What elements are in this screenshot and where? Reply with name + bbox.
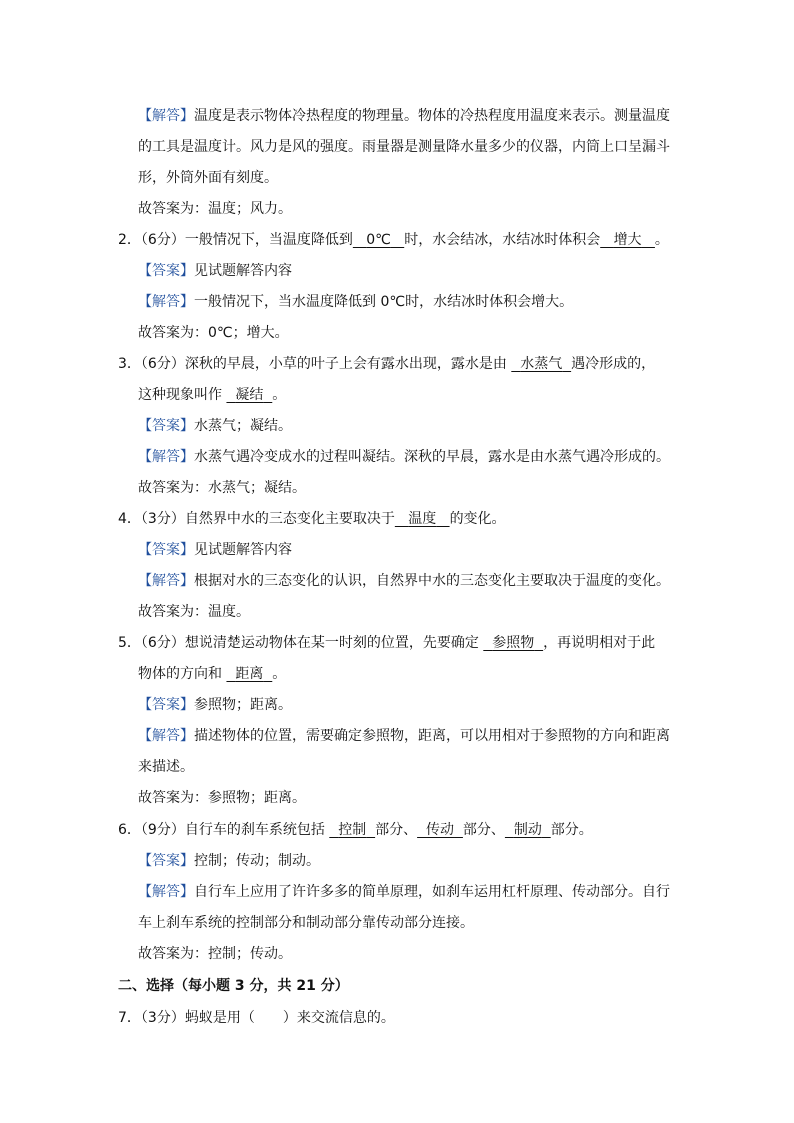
- q6-answer-c: 制动。: [278, 853, 320, 869]
- q5-blank-2-text: 距离: [235, 666, 264, 682]
- q3-answer-b: 凝结。: [250, 418, 292, 434]
- q6-answer-b: 传动: [236, 853, 264, 869]
- q5-text-2: ，再说明相对于此: [543, 635, 656, 651]
- q3-text-4: 。: [272, 387, 287, 403]
- q3-blank-1-text: 水蒸气: [520, 356, 563, 372]
- q1-final-answer: 故答案为：温度；风力。: [138, 201, 292, 217]
- q2-number: 2．: [118, 232, 141, 248]
- q6-text-3: 部分、: [462, 822, 505, 838]
- q4-jieda: [138, 571, 670, 591]
- daan-label: 【答案】: [138, 542, 194, 558]
- q7-score: （3分）: [140, 1010, 185, 1026]
- q5-stem-line-2: [138, 664, 286, 684]
- q6-jieda-text: 自行车上应用了许许多多的简单原理，如刹车运用杠杆原理、传动部分。自行: [194, 884, 670, 900]
- q6-jieda-line-2: 车上刹车系统的控制部分和制动部分靠传动部分连接。: [138, 915, 474, 931]
- section-heading: 二、选择（每小题 3 分，共 21 分）: [118, 978, 349, 994]
- q2-stem: [118, 230, 669, 250]
- q4-number: 4．: [118, 511, 141, 527]
- q6-blank-1-text: 控制: [338, 822, 367, 838]
- q4-answer: [138, 540, 292, 560]
- q7-stem: [118, 1008, 395, 1028]
- q4-blank-1: [395, 511, 450, 527]
- jieda-label: 【解答】: [138, 573, 194, 589]
- q3-blank-2-text: 凝结: [235, 387, 264, 403]
- q5-blank-2: [226, 666, 272, 682]
- jieda-label: 【解答】: [138, 108, 194, 124]
- q3-answer: [138, 416, 292, 436]
- q3-text-3: 这种现象叫作: [138, 387, 222, 403]
- q2-text-1: 一般情况下，当温度降低到: [184, 232, 353, 248]
- q4-final-answer: 故答案为：温度。: [138, 604, 250, 620]
- q6-number: 6．: [118, 822, 141, 838]
- q6-blank-2-text: 传动: [426, 822, 455, 838]
- q4-jieda-text: 根据对水的三态变化的认识，自然界中水的三态变化主要取决于温度的变化。: [194, 573, 670, 589]
- q5-answer-b: 距离。: [250, 697, 292, 713]
- q5-text-3: 物体的方向和: [138, 666, 222, 682]
- q5-text-4: 。: [272, 666, 287, 682]
- q3-blank-2: [226, 387, 272, 403]
- q4-answer-text: 见试题解答内容: [194, 542, 292, 558]
- daan-label: 【答案】: [138, 418, 194, 434]
- q3-stem-line-2: [138, 385, 286, 405]
- q7-text-1: 蚂蚁是用（: [184, 1010, 255, 1026]
- jieda-label: 【解答】: [138, 728, 194, 744]
- q4-score: （3分）: [140, 511, 185, 527]
- q5-jieda-text: 描述物体的位置，需要确定参照物，距离，可以用相对于参照物的方向和距离: [194, 728, 670, 744]
- q6-text-2: 部分、: [375, 822, 418, 838]
- q7-blank: [255, 1010, 283, 1026]
- jieda-label: 【解答】: [138, 884, 194, 900]
- q5-answer: [138, 695, 292, 715]
- q3-text-2: 遇冷形成的，: [571, 356, 656, 372]
- q7-number: 7．: [118, 1010, 141, 1026]
- q5-jieda-line-1: [138, 726, 670, 746]
- separator: ；: [222, 853, 236, 869]
- q2-jieda-text: 一般情况下，当水温度降低到 0℃时，水结冰时体积会增大。: [194, 294, 574, 310]
- q3-stem-line-1: [118, 354, 655, 374]
- q5-score: （6分）: [140, 635, 185, 651]
- separator: ；: [236, 697, 250, 713]
- q6-blank-3: [505, 822, 551, 838]
- separator: ；: [264, 853, 278, 869]
- daan-label: 【答案】: [138, 697, 194, 713]
- q2-text-2: 时，水会结冰，水结冰时体积会: [404, 232, 601, 248]
- q2-blank-1: [353, 232, 404, 248]
- separator: ；: [236, 418, 250, 434]
- q5-blank-1: [483, 635, 543, 651]
- q1-jieda-line-3: 形，外筒外面有刻度。: [138, 170, 278, 186]
- q2-blank-1-text: 0℃: [366, 232, 391, 248]
- q5-jieda-line-2: 来描述。: [138, 759, 194, 775]
- q6-jieda-line-1: [138, 882, 670, 902]
- q3-score: （6分）: [140, 356, 185, 372]
- q6-blank-1: [329, 822, 375, 838]
- q7-text-2: ）来交流信息的。: [282, 1010, 395, 1026]
- q3-jieda: [138, 447, 670, 467]
- q5-stem-line-1: [118, 633, 655, 653]
- q2-answer: [138, 261, 292, 281]
- q5-final-answer: 故答案为：参照物；距离。: [138, 790, 306, 806]
- jieda-label: 【解答】: [138, 449, 194, 465]
- q6-answer-a: 控制: [194, 853, 222, 869]
- q6-score: （9分）: [140, 822, 185, 838]
- q5-answer-a: 参照物: [194, 697, 236, 713]
- q2-blank-2: [600, 232, 655, 248]
- q1-jieda-line-2: 的工具是温度计。风力是风的强度。雨量器是测量降水量多少的仪器，内筒上口呈漏斗: [138, 139, 670, 155]
- q4-blank-1-text: 温度: [408, 511, 437, 527]
- q2-answer-text: 见试题解答内容: [194, 263, 292, 279]
- q6-final-answer: 故答案为：控制；传动。: [138, 946, 292, 962]
- q3-number: 3．: [118, 356, 141, 372]
- q3-text-1: 深秋的早晨，小草的叶子上会有露水出现，露水是由: [184, 356, 507, 372]
- q4-text-1: 自然界中水的三态变化主要取决于: [184, 511, 395, 527]
- q6-answer: [138, 851, 320, 871]
- q4-stem: [118, 509, 506, 529]
- q1-jieda-text: 温度是表示物体冷热程度的物理量。物体的冷热程度用温度来表示。测量温度: [194, 108, 670, 124]
- q3-final-answer: 故答案为：水蒸气；凝结。: [138, 480, 306, 496]
- q6-blank-3-text: 制动: [513, 822, 542, 838]
- daan-label: 【答案】: [138, 263, 194, 279]
- q6-text-1: 自行车的刹车系统包括: [184, 822, 325, 838]
- q6-stem: [118, 820, 593, 840]
- daan-label: 【答案】: [138, 853, 194, 869]
- q6-text-4: 部分。: [550, 822, 593, 838]
- jieda-label: 【解答】: [138, 294, 194, 310]
- q3-jieda-text: 水蒸气遇冷变成水的过程叫凝结。深秋的早晨，露水是由水蒸气遇冷形成的。: [194, 449, 670, 465]
- q2-text-3: 。: [654, 232, 669, 248]
- q1-jieda-line-1: [138, 106, 670, 126]
- q5-text-1: 想说清楚运动物体在某一时刻的位置，先要确定: [184, 635, 479, 651]
- q3-answer-a: 水蒸气: [194, 418, 236, 434]
- q5-number: 5．: [118, 635, 141, 651]
- q6-blank-2: [417, 822, 463, 838]
- q3-blank-1: [511, 356, 571, 372]
- q2-blank-2-text: 增大: [613, 232, 642, 248]
- q2-final-answer: 故答案为：0℃；增大。: [138, 325, 289, 341]
- q5-blank-1-text: 参照物: [492, 635, 535, 651]
- q2-score: （6分）: [140, 232, 185, 248]
- q4-text-2: 的变化。: [449, 511, 506, 527]
- q2-jieda: [138, 292, 573, 312]
